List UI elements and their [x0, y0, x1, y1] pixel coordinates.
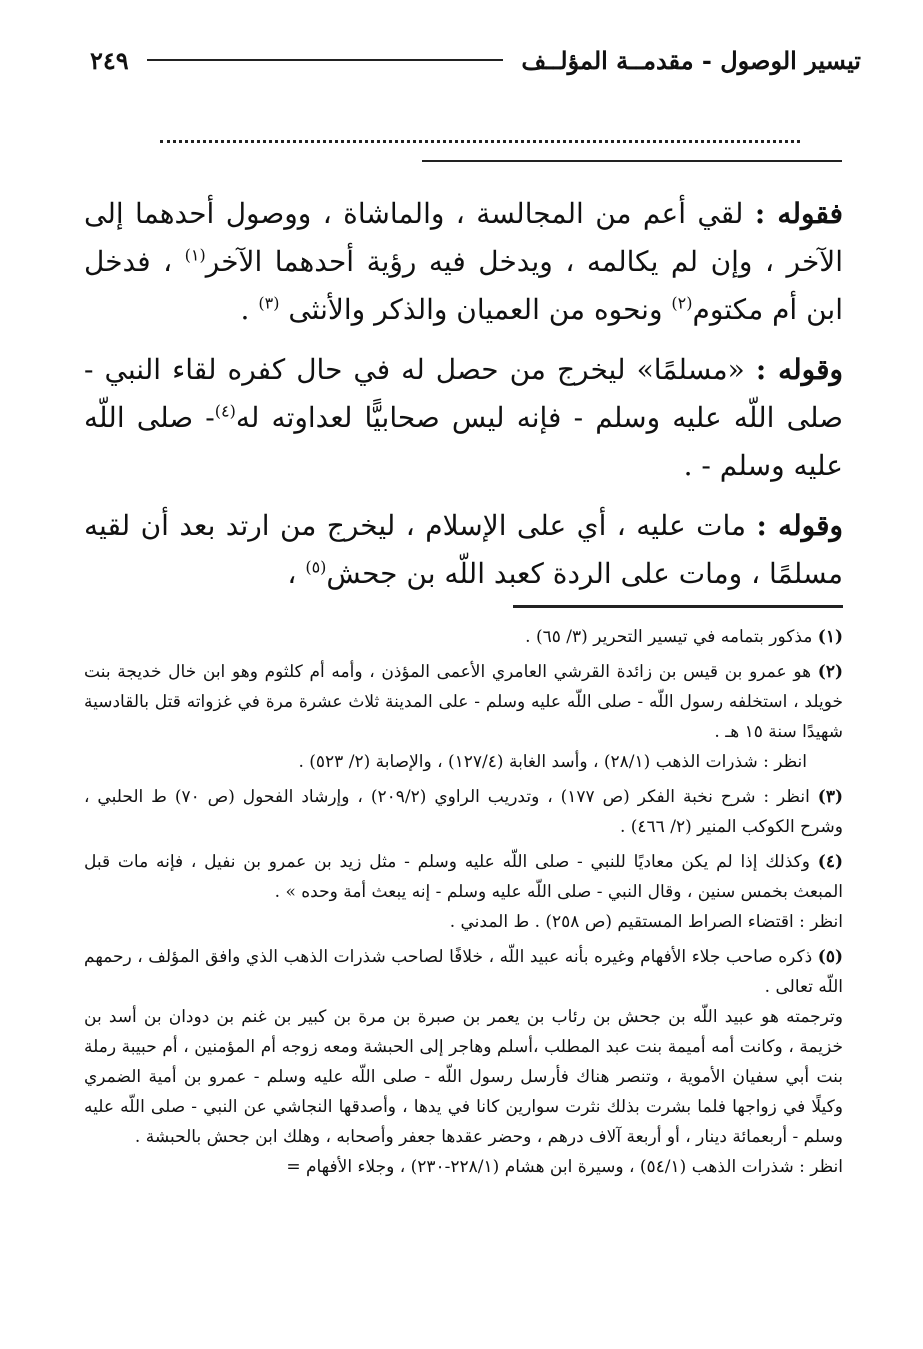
- footnote-rule: [513, 605, 843, 608]
- footnote-ref: (٤): [214, 401, 236, 421]
- footnote-5: [84, 942, 843, 1182]
- footnote-1: [84, 622, 843, 652]
- footnotes: [84, 622, 843, 1187]
- footnote-number: (٥): [817, 947, 843, 967]
- footnote-reference: انظر : شذرات الذهب (٢٨/١) ، وأسد الغابة (١٢٧/٤) ، والإصابة (٢/ ٥٢٣) .: [298, 752, 807, 772]
- paragraph-text: ،: [287, 557, 306, 590]
- footnote-number: (٢): [817, 662, 843, 682]
- footnote-biography: وترجمته هو عبيد اللّه بن جحش بن رئاب بن يعمر بن صبرة بن مرة بن كبير بن غنم بن دودان بن أسد بن خزيمة ، وكانت أمه أميمة بنت عبد المطلب ،أسلم وهاجر إلى الحبشة ومعه زوجه أم المؤمنين ، أم حبيبة رملة بنت أبي سفيان الأموية ، وتنصر هناك فأرسل رسول اللّه - صلى اللّه عليه وسلم - عمرو بن أمية الضمري وكيلًا في زواجها فلما بشرت بذلك نثرت سوارين كانا في يدها ، وأصدقها النجاشي عن النبي - صلى اللّه عليه وسلم - أربعمائة دينار ، أو أربعة آلاف درهم ، وحضر عقدها جعفر وأصحابه ، وهلك ابن جحش بالحبشة .: [84, 1007, 843, 1147]
- paragraph-lead: فقوله :: [754, 197, 843, 230]
- footnote-ref: (١): [184, 245, 206, 265]
- footnote-number: (٤): [817, 852, 844, 872]
- paragraph-text: - صلى اللّه عليه وسلم - .: [84, 401, 843, 482]
- footnote-ref: (٣): [258, 293, 280, 313]
- running-header: [90, 40, 861, 80]
- footnote-text: انظر : شرح نخبة الفكر (ص ١٧٧) ، وتدريب الراوي (٢٠٩/٢) ، وإرشاد الفحول (ص ٧٠) ط الحلبي ، وشرح الكوكب المنير (٢/ ٤٦٦) .: [84, 787, 843, 837]
- page-number: ٢٤٩: [90, 45, 129, 75]
- section-separator: [160, 140, 842, 166]
- paragraph-text: .: [240, 293, 259, 326]
- running-title: تيسير الوصول - مقدمــة المؤلــف: [521, 45, 861, 75]
- footnote-text: مذكور بتمامه في تيسير التحرير (٣/ ٦٥) .: [525, 627, 813, 647]
- main-text: [84, 190, 843, 610]
- footnote-reference: انظر : اقتضاء الصراط المستقيم (ص ٢٥٨) . ط المدني .: [449, 912, 843, 932]
- paragraph-3: [84, 502, 843, 598]
- paragraph-text: لقي أعم من المجالسة ، والماشاة ، ووصول أحدهما إلى الآخر ، وإن لم يكالمه ، ويدخل فيه رؤية أحدهما الآخر: [84, 197, 844, 278]
- footnote-4: [84, 847, 843, 937]
- paragraph-2: [84, 346, 843, 490]
- footnote-3: [84, 782, 843, 842]
- footnote-text: ذكره صاحب جلاء الأفهام وغيره بأنه عبيد اللّه ، خلافًا لصاحب شذرات الذهب الذي وافق المؤلف ، رحمهم اللّه تعالى .: [84, 947, 843, 997]
- footnote-number: (٣): [817, 787, 844, 807]
- footnote-text: هو عمرو بن قيس بن زائدة القرشي العامري الأعمى المؤذن ، وأمه أم كلثوم وهو ابن خال خديجة بنت خويلد ، استخلفه رسول اللّه - صلى اللّه عليه وسلم - على المدينة ثلاث عشرة مرة في غزواته قتل بالقادسية شهيدًا سنة ١٥ هـ .: [84, 662, 843, 742]
- header-rule: [147, 59, 504, 61]
- footnote-reference: انظر : شذرات الذهب (٥٤/١) ، وسيرة ابن هشام (٢٢٨/١-٢٣٠) ، وجلاء الأفهام =: [286, 1157, 843, 1177]
- footnote-number: (١): [817, 627, 843, 647]
- paragraph-text: «مسلمًا» ليخرج من حصل له في حال كفره لقاء النبي - صلى اللّه عليه وسلم - فإنه ليس صحابيًّا لعداوته له: [84, 353, 843, 434]
- paragraph-text: ونحوه من العميان والذكر والأنثى: [279, 293, 672, 326]
- paragraph-lead: وقوله :: [756, 509, 843, 542]
- paragraph-1: [84, 190, 843, 334]
- dotted-rule: [160, 140, 800, 155]
- paragraph-text: ، فدخل ابن أم مكتوم: [84, 245, 843, 326]
- footnote-2: [84, 657, 843, 777]
- footnote-text: وكذلك إذا لم يكن معاديًا للنبي - صلى اللّه عليه وسلم - مثل زيد بن عمرو بن نفيل ، فإنه مات قبل المبعث بخمس سنين ، وقال النبي - صلى اللّه عليه وسلم - إنه يبعث أمة وحده » .: [84, 852, 843, 902]
- paragraph-lead: وقوله :: [755, 353, 844, 386]
- solid-rule: [422, 160, 842, 162]
- footnote-ref: (٢): [671, 293, 693, 313]
- paragraph-text: مات عليه ، أي على الإسلام ، ليخرج من ارتد بعد أن لقيه مسلمًا ، ومات على الردة كعبد اللّه بن جحش: [84, 509, 843, 590]
- footnote-ref: (٥): [305, 557, 327, 577]
